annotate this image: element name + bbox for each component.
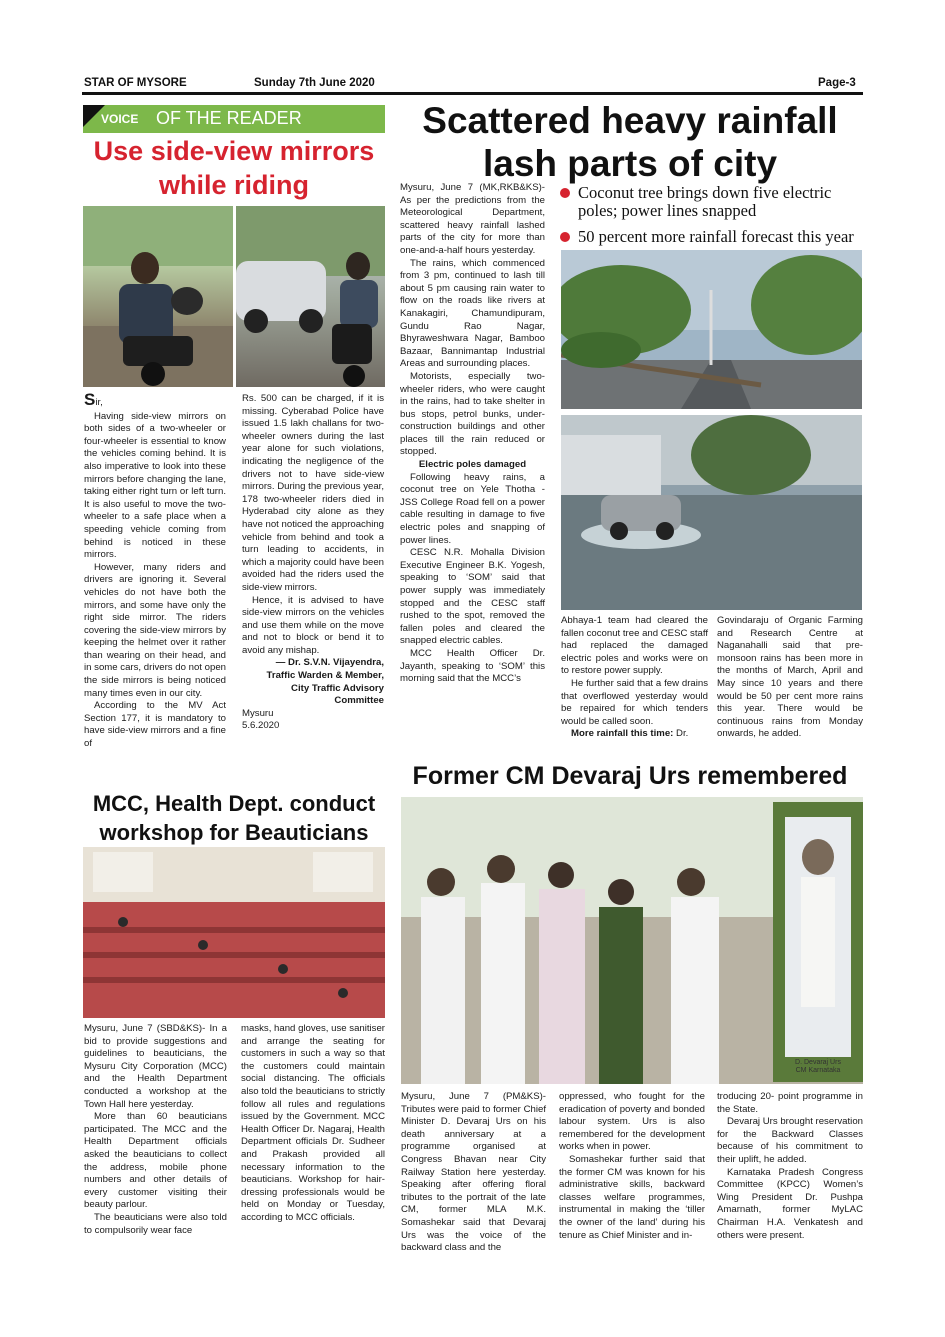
rain-bullet — [560, 228, 863, 246]
portrait-caption-line-2: CM Karnataka — [795, 1067, 841, 1074]
voice-letter-col-2 — [242, 393, 384, 733]
letter-date: 5.6.2020 — [242, 720, 280, 732]
signature-line: — Dr. S.V.N. Vijayendra, — [275, 657, 384, 669]
mcc-col1-para: More than 60 beauticians participated. The MCC and the Health Department officials asked the beauticians to collect the address, mobile phone numbers and other details of every customer visiting their beauty parlour. — [84, 1111, 227, 1211]
voice-col1-para: According to the MV Act Section 177, it is mandatory to have side-view mirrors and a fine of — [84, 700, 226, 750]
rain-col-1 — [400, 182, 545, 686]
rain-headline — [396, 99, 864, 185]
rain-col1-para: CESC N.R. Mohalla Division Executive Engineer B.K. Yogesh, speaking to ‘SOM’ said that power supply was immediately stopped and the CESC staff rushed to the spot, removed the fallen poles and cleared the snapped electric cables. — [400, 547, 545, 647]
signature-line: Traffic Warden & Member, — [266, 670, 384, 682]
voice-headline — [78, 134, 390, 202]
rain-col3-para: Govindaraju of Organic Farming and Research Centre at Naganahalli said that pre-monsoon rains has been more in the months of March, April and May since 10 years and there would be 50 per cent more rains this year. There would be continuous rains from Monday onwards, he added. — [717, 615, 863, 740]
urs-col-1 — [401, 1091, 546, 1255]
mcc-col-2 — [241, 1023, 385, 1225]
urs-tribute-illustration — [401, 797, 863, 1084]
flooded-road-illustration — [561, 415, 862, 610]
voice-kicker-bar — [83, 105, 385, 133]
rain-col-3 — [717, 615, 863, 741]
urs-col2-para: oppressed, who fought for the eradication of poverty and bonded labour system. Urs is also remembered for the development works when in power. — [559, 1091, 705, 1153]
urs-col-3 — [717, 1091, 863, 1242]
fallen-tree-photo — [561, 250, 862, 409]
portrait-caption-line-1: D. Devaraj Urs — [795, 1059, 841, 1066]
rain-col-2 — [561, 615, 708, 741]
mcc-col2-para: masks, hand gloves, use sanitiser and arrange the seating for customers in such a way so that the customers could maintain social distancing. The officials also told the beauticians to strictly follow all rules and regulations issued by the Government. MCC Health Officer Dr. Nagaraj, Health Department officials Dr. Sudheer and Prakash provided all necessary information to the beauticians. Workshop for hair-dressing professionals would be held on Monday or Tuesday, according to MCC officials. — [241, 1023, 385, 1223]
rain-subhead-more-rainfall: More rainfall this time: — [571, 728, 674, 740]
rain-col1-para: Following heavy rains, a coconut tree on Yele Thotha - JSS College Road fell on a power cable resulting in damage to five electric poles and snapping of power lines. — [400, 471, 545, 546]
voice-headline-line-1: Use side-view mirrors — [93, 136, 375, 166]
mcc-headline — [78, 789, 390, 847]
voice-col2-para: Hence, it is advised to have side-view mirrors on the vehicles and use them while on the move and not to block or bend it to avoid any mishap. — [242, 594, 384, 656]
rain-col1-para: Motorists, especially two-wheeler riders, who were caught in the rains, had to take shelter in bus stops, petrol bunks, under-construction buildings and other places till the rain reduced or stopped. — [400, 370, 545, 458]
voice-letter-col-1 — [84, 390, 226, 751]
urs-col1-para: Mysuru, June 7 (PM&KS)- Tributes were paid to former Chief Minister D. Devaraj Urs on his death anniversary at a programme organised at Congress Bhavan near City Railway Station here yesterday. Speaking after offering floral tributes to the portrait of the late CM, former MLA M.K. Somashekar said that Devaraj Urs was the voice of the backward class and the — [401, 1091, 546, 1254]
rain-bullet — [560, 184, 863, 220]
rain-col2-para: Abhaya-1 team had cleared the fallen coconut tree and CESC staff had replaced the damaged electric poles and works were on to restore power supply. — [561, 615, 709, 677]
rain-bullet-text: 50 percent more rainfall forecast this year — [578, 227, 854, 246]
salutation-initial: S — [84, 390, 96, 409]
voice-col1-para: Having side-view mirrors on both sides of a two-wheeler or four-wheeler is essential to know the vehicles coming behind. It is also imperative to look into these mirrors before changing the lane, taking either right turn or left turn. It is also useful to move the two-wheeler to a safe place when a speeding vehicle coming from behind is noticed in these mirrors. — [84, 410, 226, 561]
rain-col2-tail: Dr. — [676, 728, 689, 740]
portrait-caption — [785, 1059, 851, 1075]
bullet-dot-icon — [560, 232, 570, 242]
urs-col2-para: Somashekar further said that the former CM was known for his administrative skills, backward classes welfare programmes, instrumental in making the ‘tiller the owner of the land’ during his tenure as Chief Minister and in- — [559, 1153, 705, 1241]
signature-line: Committee — [334, 695, 384, 707]
fallen-tree-illustration — [561, 250, 862, 409]
town-hall-illustration — [83, 847, 385, 1018]
urs-col3-para: Devaraj Urs brought reservation for the Backward Classes because of his commitment to their uplift, he added. — [717, 1116, 863, 1165]
letter-signature — [242, 657, 384, 707]
rain-headline-line-2: lash parts of city — [482, 143, 778, 184]
masthead-rule — [82, 92, 863, 95]
masthead-page-number: Page-3 — [818, 77, 856, 89]
mcc-col-1 — [84, 1023, 227, 1237]
rain-headline-line-1: Scattered heavy rainfall — [422, 100, 838, 141]
urs-headline: Former CM Devaraj Urs remembered — [412, 762, 848, 790]
urs-col3-para: troducing 20- point programme in the State. — [717, 1091, 863, 1115]
masthead-paper-name: STAR OF MYSORE — [84, 77, 187, 89]
rider-car-illustration — [236, 206, 385, 387]
rider-helmet-illustration — [83, 206, 233, 387]
rain-bullet-text: Coconut tree brings down five electric poles; power lines snapped — [578, 183, 832, 220]
voice-kicker-voice: VOICE — [101, 112, 139, 126]
urs-col3-para: Karnataka Pradesh Congress Committee (KPCC) Women’s Wing President Dr. Pushpa Amarnath, former MyLAC Chairman H.A. Venkatesh and others were present. — [717, 1166, 863, 1241]
letter-place: Mysuru — [242, 707, 274, 719]
voice-col1-para: However, many riders and drivers are ignoring it. Several vehicles do not have both the mirrors, and some have only the right side mirror. The riders covering the side-view mirrors by keeping the helmet over it rather than wearing on their head, and in some cars, drivers do not open the side mirrors is being noticed many times even in our city. — [84, 561, 226, 699]
masthead-date: Sunday 7th June 2020 — [254, 77, 375, 89]
mcc-col1-para: Mysuru, June 7 (SBD&KS)- In a bid to provide suggestions and guidelines to beauticians, the Mysuru City Corporation (MCC) and the Health Department conducted a workshop at the Town Hall here yesterday. — [84, 1023, 227, 1110]
urs-tribute-photo — [401, 797, 863, 1084]
voice-kicker-rest: OF THE READER — [156, 108, 302, 128]
mcc-col1-para: The beauticians were also told to compulsorily wear face — [84, 1211, 227, 1236]
rider-mirror-photo — [236, 206, 385, 387]
salutation-rest: ir, — [95, 397, 103, 408]
bullet-dot-icon — [560, 188, 570, 198]
voice-col2-para: Rs. 500 can be charged, if it is missing. Cyberabad Police have issued 1.5 lakh challans for two-wheeler owners during the last year alone for such violations, indicating the negligence of the drivers not to have side-view mirrors. During the previous year, 178 two-wheeler riders died in Hyderabad city alone as they have not noticed the approaching vehicle from behind and took a turn leading to accidents, in which a majority could have been avoided had the riders used the side-view mirrors. — [242, 393, 384, 593]
rain-subhead-poles: Electric poles damaged — [418, 459, 527, 471]
rider-helmet-photo — [83, 206, 233, 387]
flooded-road-photo — [561, 415, 862, 610]
rain-col1-para: MCC Health Officer Dr. Jayanth, speaking to ‘SOM’ this morning said that the MCC’s — [400, 647, 545, 685]
rain-col2-para: He further said that a few drains that overflowed yesterday would be repaired for which tenders would be called soon. — [561, 677, 708, 727]
signature-line: City Traffic Advisory — [291, 682, 384, 694]
mcc-headline-line-1: MCC, Health Dept. conduct — [92, 791, 376, 816]
rain-col1-para: Mysuru, June 7 (MK,RKB&KS)- As per the predictions from the Meteorological Department, scattered heavy rainfall lashed parts of the city for more than one-and-a-half hours yesterday. — [400, 182, 545, 256]
voice-headline-line-2: while riding — [158, 170, 309, 200]
mcc-headline-line-2: workshop for Beauticians — [99, 820, 369, 845]
urs-col-2 — [559, 1091, 705, 1242]
rain-col1-para: The rains, which commenced from 3 pm, continued to lash till about 5 pm causing rain water to flow on the roads like rivers at Kanakagiri, Chamundipuram, Gundu Rao Nagar, Bhyraweshwara Nagar, Bamboo Bazaar, Bannimantap Industrial Areas and surrounding places. — [400, 257, 545, 370]
town-hall-workshop-photo — [83, 847, 385, 1018]
